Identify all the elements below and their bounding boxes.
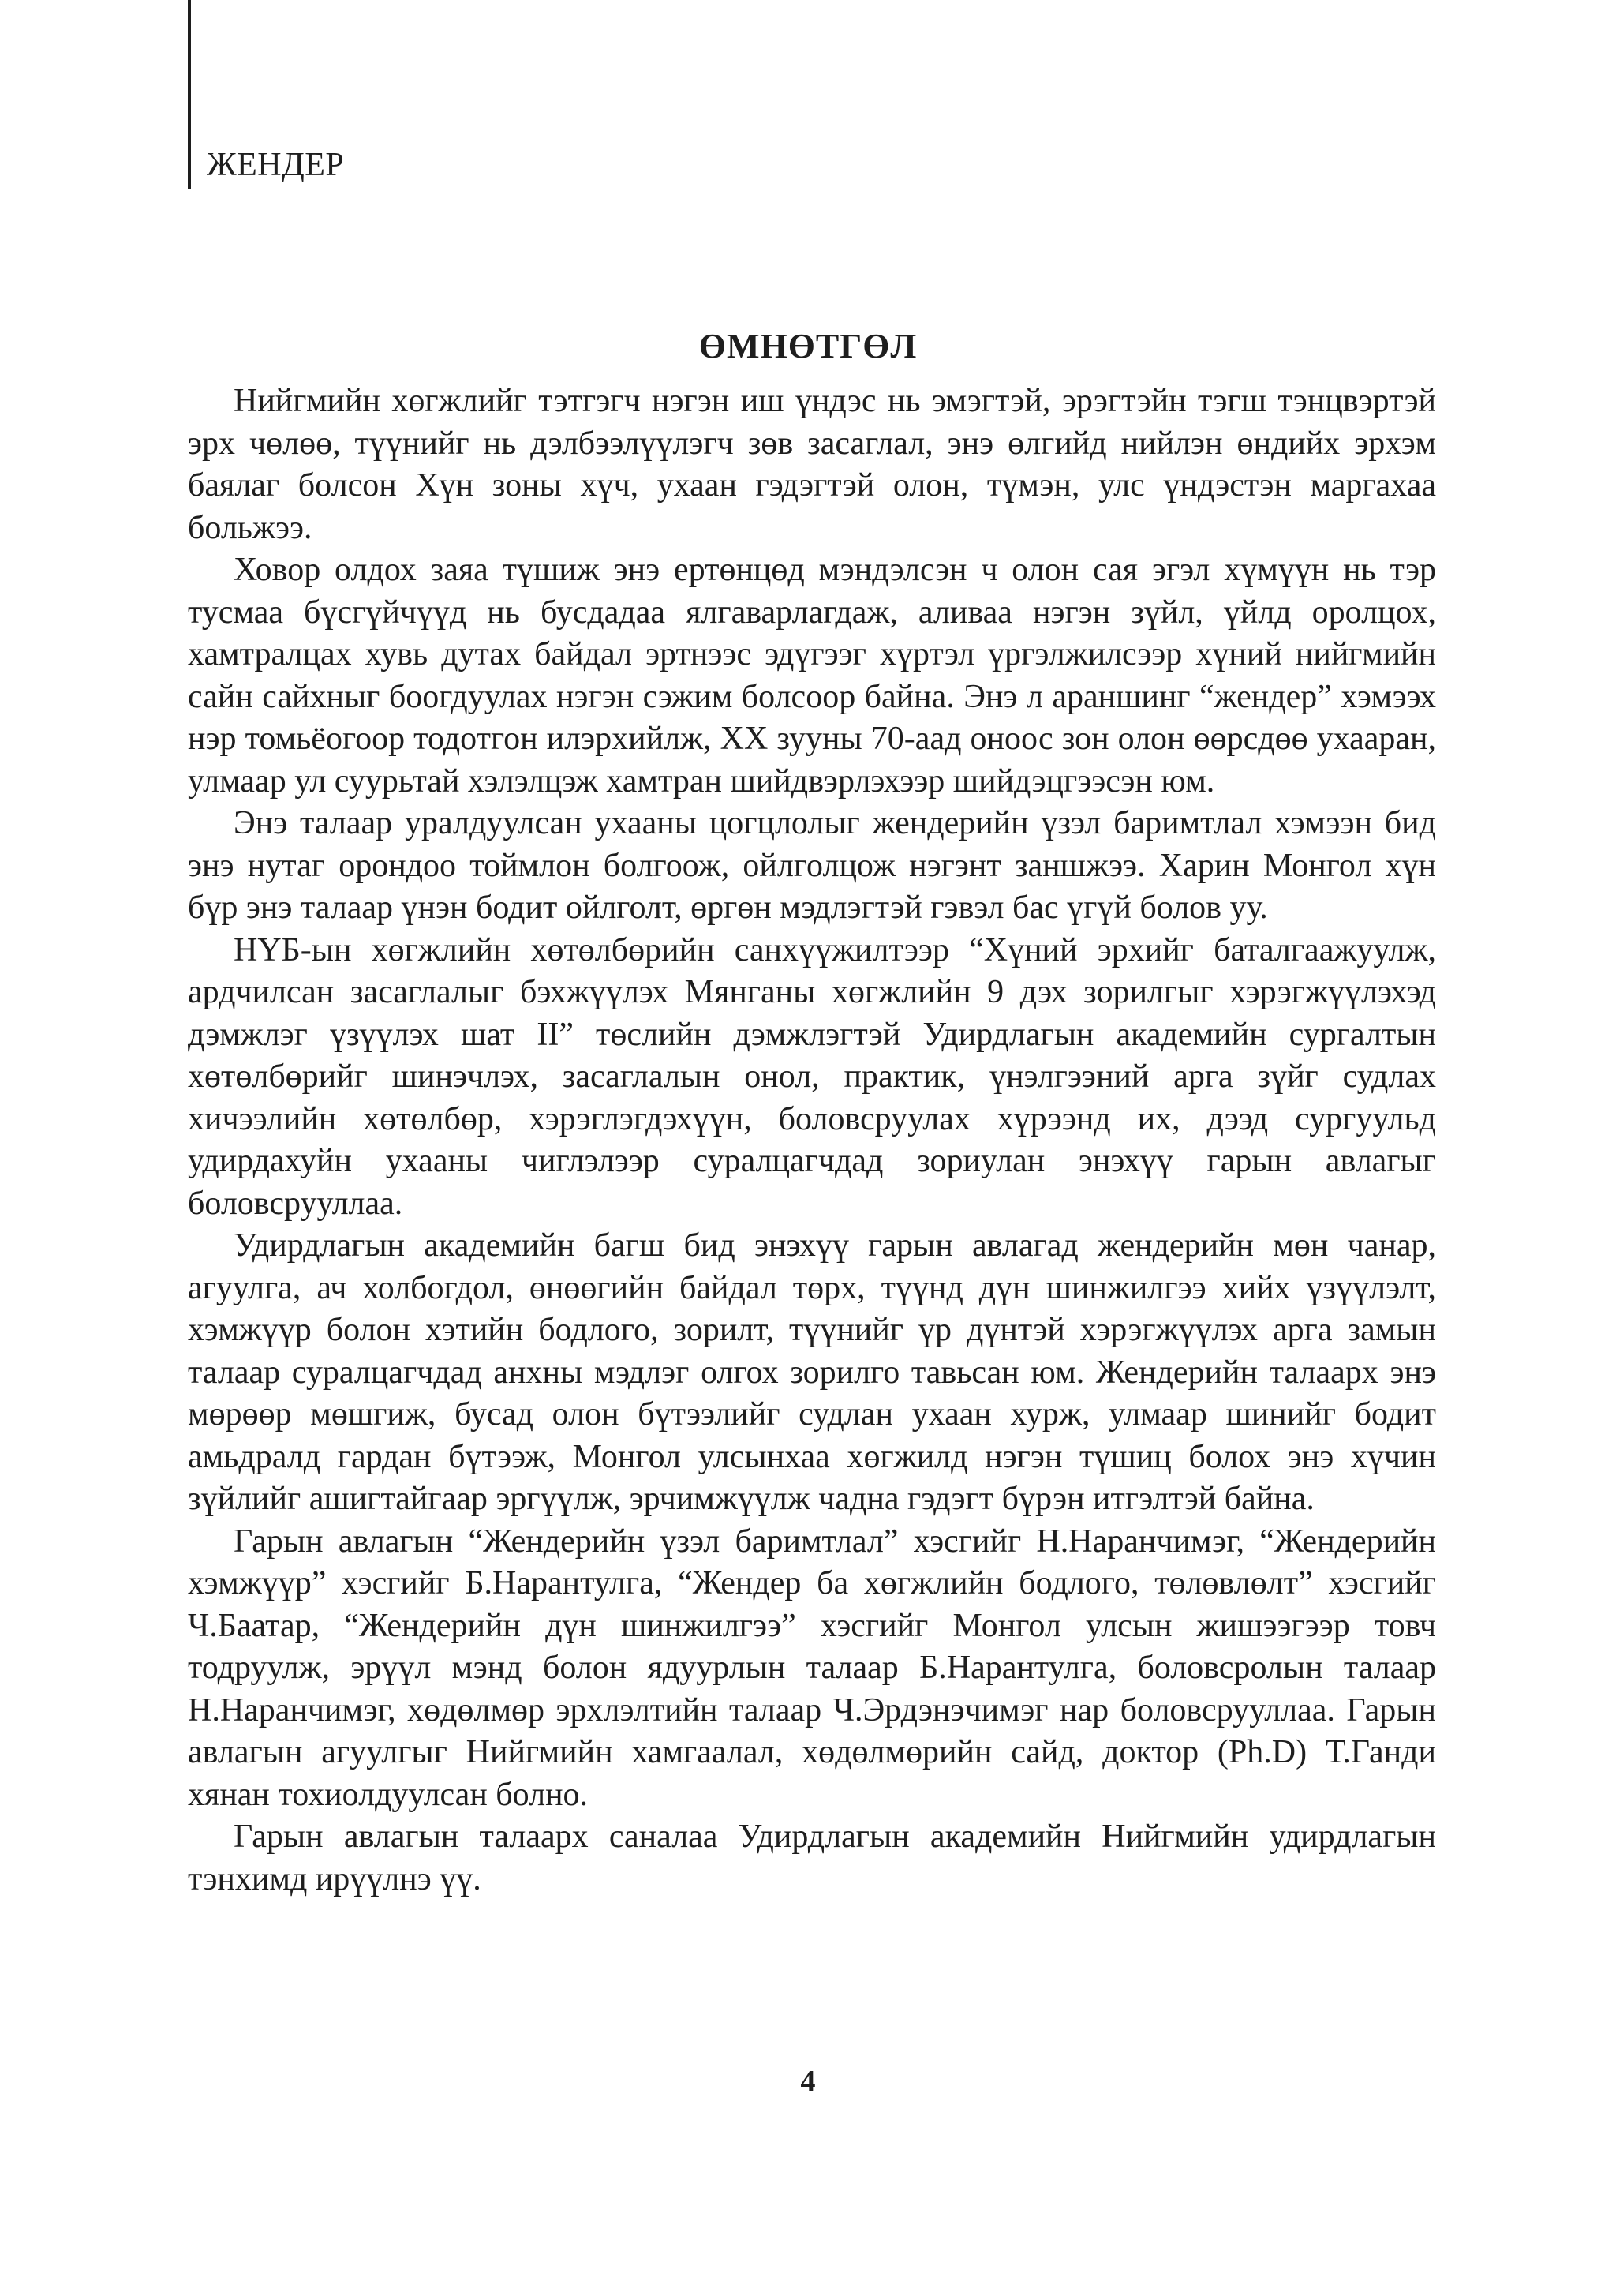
paragraph-4: НҮБ-ын хөгжлийн хөтөлбөрийн санхүүжилтээр “Хүний эрхийг баталгаажуулж, ардчилсан засаглалыг бэхжүүлэх Мянганы хөгжлийн 9 дэх зорилгыг хэрэгжүүлэхэд дэмжлэг үзүүлэх шат II” төслийн дэмжлэгтэй Удирдлагын академийн сургалтын хөтөлбөрийг шинэчлэх, засаглалын онол, практик, үнэлгээний арга зүйг судлах хичээлийн хөтөлбөр, хэрэглэгдэхүүн, боловсруулах хүрээнд их, дээд сургуульд удирдахуйн ухааны чиглэлээр суралцагчдад зориулан энэхүү гарын авлагыг боловсрууллаа. [188, 931, 1436, 1222]
page-number: 4 [800, 2065, 816, 2098]
paragraph-1: Нийгмийн хөгжлийг тэтгэгч нэгэн иш үндэс нь эмэгтэй, эрэгтэйн тэгш тэнцвэртэй эрх чөлөө, түүнийг нь дэлбээлүүлэгч зөв засаглал, энэ өлгийд нийлэн өндийх эрхэм баялаг болсон Хүн зоны хүч, ухаан гэдэгтэй олон, түмэн, улс үндэстэн маргахаа больжээ. [188, 383, 1436, 546]
paragraph-2: Ховор олдох заяа түшиж энэ ертөнцөд мэндэлсэн ч олон сая эгэл хүмүүн нь тэр тусмаа бүсгүйчүүд нь бусдадаа ялгаварлагдаж, аливаа нэгэн зүйл, үйлд оролцох, хамтралцах хувь дутах байдал эртнээс эдүгээг хүртэл үргэлжилсээр хүний нийгмийн сайн сайхныг боогдуулах нэгэн сэжим болсоор байна. Энэ л араншинг “жендер” хэмээх нэр томьёогоор тодотгон илэрхийлж, XX зууны 70-аад оноос зон олон өөрсдөө ухааран, улмаар ул суурьтай хэлэлцэж хамтран шийдвэрлэхээр шийдэцгээсэн юм. [188, 552, 1436, 800]
running-head: ЖЕНДЕР [207, 147, 345, 183]
page-title: ӨМНӨТГӨЛ [698, 327, 918, 366]
body-text [188, 380, 1436, 1901]
header-vertical-rule [188, 0, 191, 189]
paragraph-6: Гарын авлагын “Жендерийн үзэл баримтлал” хэсгийг Н.Наранчимэг, “Жендерийн хэмжүүр” хэсгийг Б.Нарантулга, “Жендер ба хөгжлийн бодлого, төлөвлөлт” хэсгийг Ч.Баатар, “Жендерийн дүн шинжилгээ” хэсгийг Монгол улсын жишээгээр товч тодруулж, эрүүл мэнд болон ядуурлын талаар Б.Нарантулга, боловсролын талаар Н.Наранчимэг, хөдөлмөр эрхлэлтийн талаар Ч.Эрдэнэчимэг нар боловсрууллаа. Гарын авлагын агуулгыг Нийгмийн хамгаалал, хөдөлмөрийн сайд, доктор (Ph.D) Т.Ганди хянан тохиолдуулсан болно. [188, 1523, 1436, 1813]
paragraph-3: Энэ талаар уралдуулсан ухааны цогцлолыг жендерийн үзэл баримтлал хэмээн бид энэ нутаг орондоо тоймлон болгоож, ойлголцож нэгэнт заншжээ. Харин Монгол хүн бүр энэ талаар үнэн бодит ойлголт, өргөн мэдлэгтэй гэвэл бас үгүй болов уу. [188, 805, 1436, 926]
paragraph-5: Удирдлагын академийн багш бид энэхүү гарын авлагад жендерийн мөн чанар, агуулга, ач холбогдол, өнөөгийн байдал төрх, түүнд дүн шинжилгээ хийх үзүүлэлт, хэмжүүр болон хэтийн бодлого, зорилт, түүнийг үр дүнтэй хэрэгжүүлэх арга замын талаар суралцагчдад анхны мэдлэг олгох зорилго тавьсан юм. Жендерийн талаарх энэ мөрөөр мөшгиж, бусад олон бүтээлийг судлан ухаан хурж, улмаар шинийг бодит амьдралд гардан бүтээж, Монгол улсынхаа хөгжилд нэгэн түшиц болох энэ хүчин зүйлийг ашигтайгаар эргүүлж, эрчимжүүлж чадна гэдэгт бүрэн итгэлтэй байна. [188, 1227, 1436, 1517]
paragraph-7: Гарын авлагын талаарх саналаа Удирдлагын академийн Нийгмийн удирдлагын тэнхимд ирүүлнэ үү. [188, 1818, 1436, 1897]
